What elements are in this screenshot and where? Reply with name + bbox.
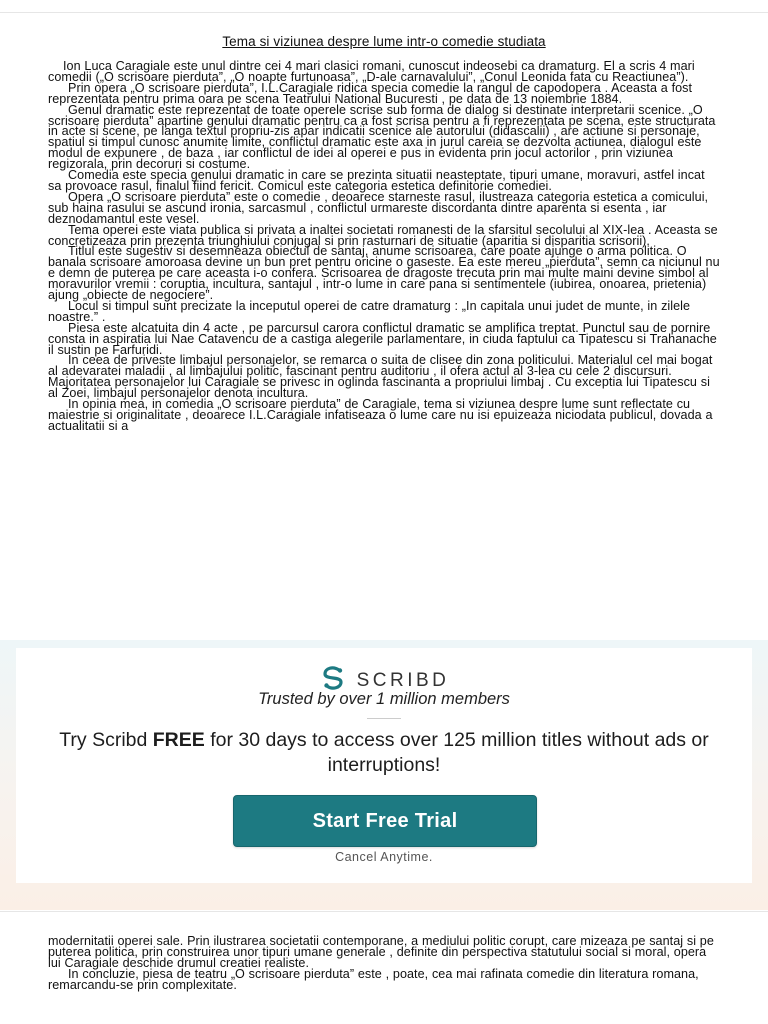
document-paragraph: Prin opera „O scrisoare pierduta”, I.L.Caragiale ridica specia comedie la rangul de capodopera . Aceasta a fost reprezentata pentru prima oara pe scena Teatrului National Bucuresti , pe data de 13 noiembrie 1884. xyxy=(48,80,693,106)
document-paragraph: Tema operei este viata publica si privata a inaltei societati romanesti de la sfarsitul secolului al XIX-lea . Aceasta se concretizeaza prin prezenta triunghiului conjugal si prin rasturnari de situatie (aparitia si disparitia scrisorii). xyxy=(48,222,718,248)
document-paragraph: modernitatii operei sale. Prin ilustrarea societatii contemporane, a mediului politic corupt, care mizeaza pe santaj si pe puterea politica, prin construirea unor tipuri umane generale , definite din perspectiva statutului social si moral, opera lui Caragiale deschide drumul creatiei realiste. xyxy=(48,934,714,970)
brand-name: SCRIBD xyxy=(356,669,450,691)
start-free-trial-button[interactable]: Start Free Trial xyxy=(233,795,537,847)
offer-text xyxy=(36,728,732,778)
document-paragraph: Genul dramatic este reprezentat de toate operele scrise sub forma de dialog si destinate interpretarii scenice. „O scrisoare pierduta” apartine genului dramatic pentru ca a fost scrisa pentru a fi reprezentata pe scena, este structurata in acte si scene, pe langa textul propriu-zis apar indicatii scenice ale autorului (didascalii) , are actiune si personaje, spatiul si timpul cunosc anumite limite, conflictul dramatic este axa in jurul careia se dezvolta actiunea, dialogul este modul de expunere , de baza , iar conflictul de idei al operei e pus in evidenta prin jocul actorilor , prin viziunea regizorala, prin decoruri si costume. xyxy=(48,102,716,172)
document-paragraph: Piesa este alcatuita din 4 acte , pe parcursul carora conflictul dramatic se amplifica treptat. Punctul sau de pornire consta in aspiratia lui Nae Catavencu de a castiga alegerile parlamentare, in ciuda faptului ca Tipatescu si Trahanache il sustin pe Farfuridi. xyxy=(48,320,717,357)
cancel-anytime-note: Cancel Anytime. xyxy=(335,850,433,864)
offer-prefix: Try Scribd xyxy=(59,729,153,751)
offer-free: FREE xyxy=(152,729,205,751)
page-separator-top xyxy=(0,12,768,13)
offer-suffix: for 30 days to access over 125 million titles without ads or interruptions! xyxy=(204,729,709,776)
document-paragraph: Titlul este sugestiv si desemneaza obiectul de santaj, anume scrisoarea, care poate ajunge o arma politica. O banala scrisoare amoroasa devine un bun pret pentru oricine o gaseste. Ea este mereu „pierduta”, semn ca niciunul nu e demn de puterea pe care aceasta i-o confera. Scrisoarea de dragoste trecuta prin mai multe maini devine simbol al moravurilor vremii : coruptia, incultura, santajul , intr-o lume in care pana si sentimentele (iubirea, onoarea, prietenia) ajung „obiecte de negociere”. xyxy=(48,244,720,303)
document-page-1 xyxy=(48,34,720,432)
document-paragraph: In ceea de priveste limbajul personajelor, se remarca o suita de clisee din zona politicului. Materialul cel mai bogat al adevaratei maladii , al limbajului politic, fascinant pentru auditoriu , il ofera actul al 3-lea cu cele 2 discursuri. Majoritatea personajelor lui Caragiale se privesc in oglinda fascinanta a propriului limbaj . Cu exceptia lui Tipatescu si al Zoei, limbajul personajelor denota incultura. xyxy=(48,353,713,401)
document-paragraph: Locul si timpul sunt precizate la inceputul operei de catre dramaturg : „In capitala unui judet de munte, in zilele noastre.” . xyxy=(48,298,691,324)
document-paragraph: Ion Luca Caragiale este unul dintre cei 4 mari clasici romani, cunoscut indeosebi ca dramaturg. El a scris 4 mari comedii („O scrisoare pierduta”, „O noapte furtunoasa”, „D-ale carnavalului”, „Conul Leonida fata cu Reactiunea”). xyxy=(48,59,695,84)
page-separator xyxy=(0,911,768,912)
document-paragraph: In concluzie, piesa de teatru „O scrisoare pierduta” este , poate, cea mai rafinata comedie din literatura romana, remarcandu-se prin complexitate. xyxy=(48,966,699,992)
scribd-promo-card xyxy=(16,648,752,883)
document-paragraph: In opinia mea, in comedia „O scrisoare pierduta” de Caragiale, tema si viziunea despre lume sunt reflectate cu maiestrie si originalitate , deoarece I.L.Caragiale infatiseaza o lume care nu isi epuizeaza niciodata publicul, dovada a actualitatii si a xyxy=(48,397,713,433)
document-title: Tema si viziunea despre lume intr-o comedie studiata xyxy=(222,34,546,49)
document-page-2 xyxy=(48,936,720,991)
document-paragraph: Comedia este specia genului dramatic in care se prezinta situatii neasteptate, tipuri umane, moravuri, astfel incat sa provoace rasul, finalul fiind fericit. Comicul este categoria estetica definitorie comediei. xyxy=(48,168,705,193)
document-paragraph: Opera „O scrisoare pierduta” este o comedie , deoarece starneste rasul, ilustreaza categoria estetica a comicului, sub haina rasului se ascund ironia, sarcasmul , conflictul urmareste discordanta dintre aparenta si esenta , iar deznodamantul este vesel. xyxy=(48,189,709,226)
tagline: Trusted by over 1 million members xyxy=(258,690,510,708)
divider xyxy=(367,718,401,719)
